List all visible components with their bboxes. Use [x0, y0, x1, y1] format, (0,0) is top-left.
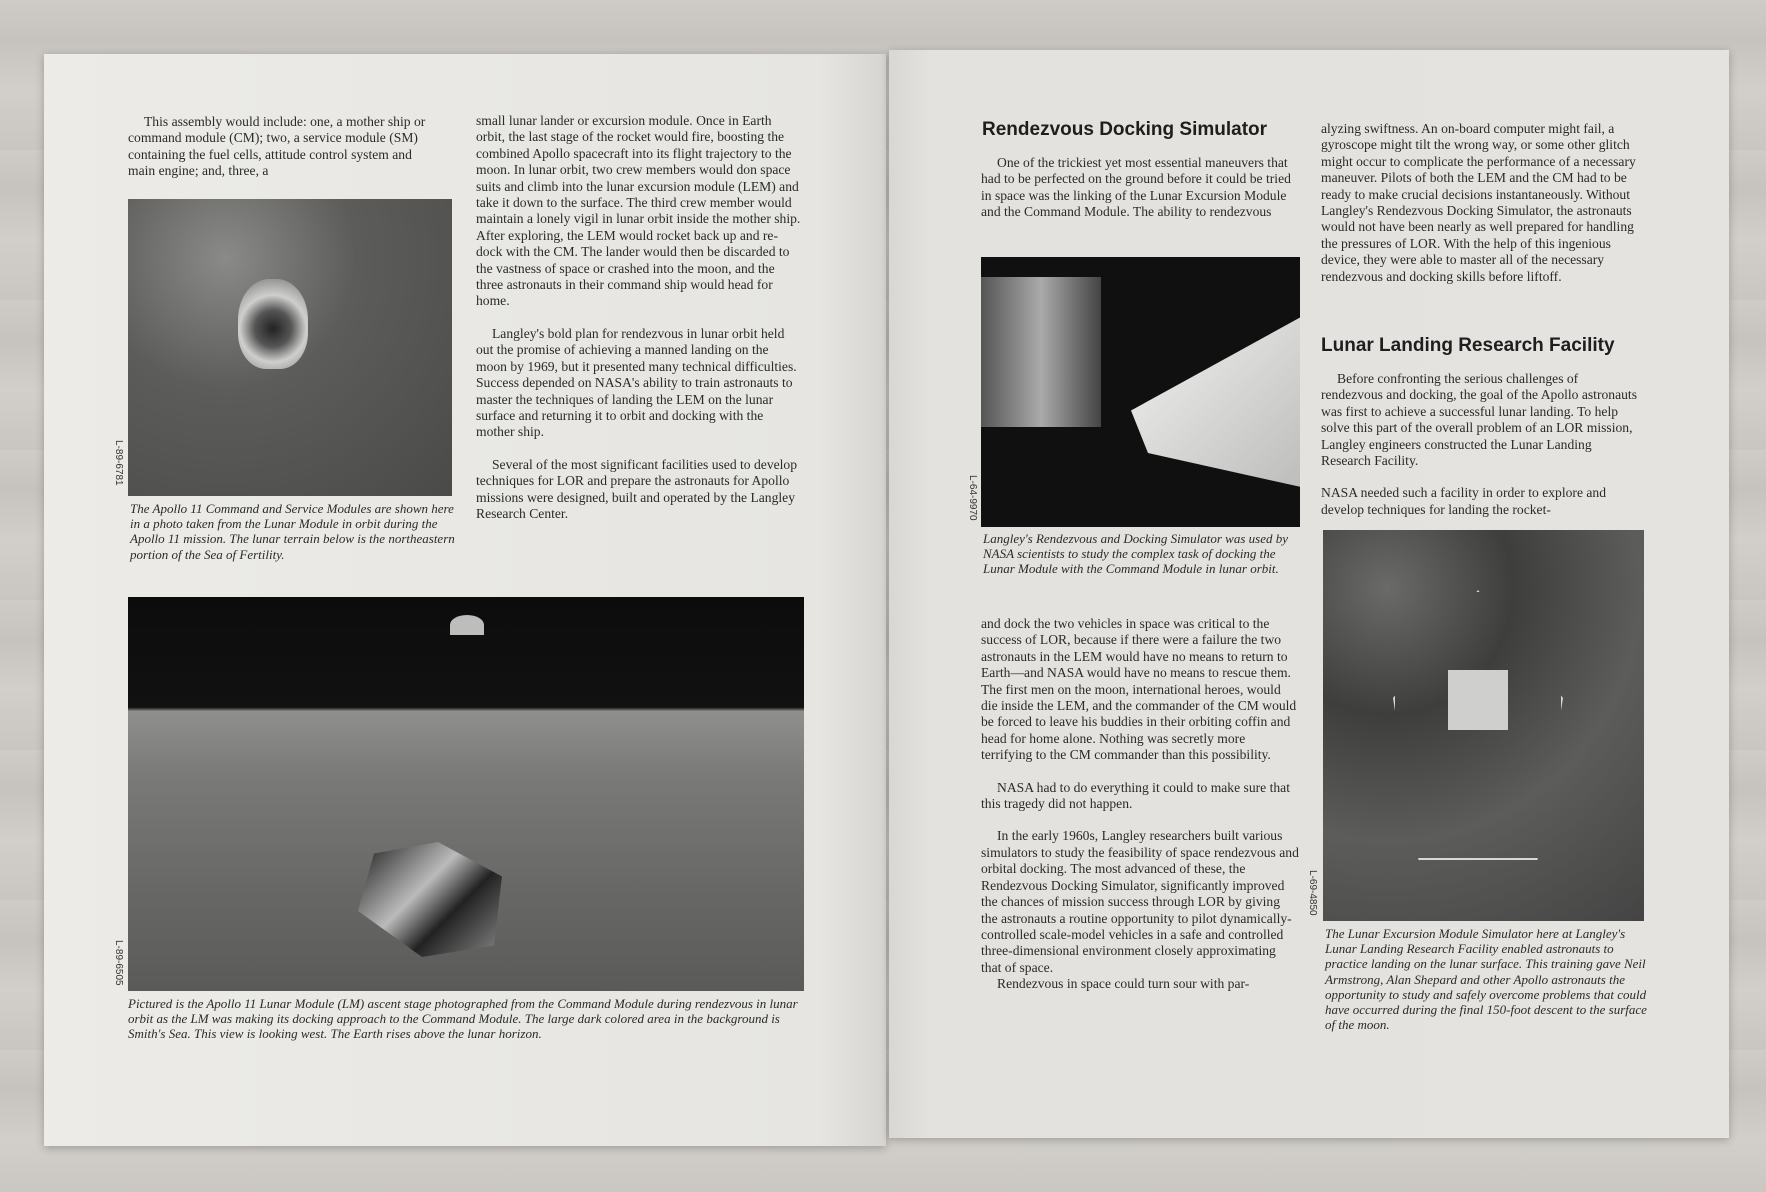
paragraph: One of the trickiest yet most essential maneuvers that had to be perfected on the ground before it could be tried in space was the linking of the Lunar Excursion Module and the Command Module. The ability to rendezvous: [981, 155, 1291, 220]
right-col2-top: [1321, 121, 1643, 285]
lunar-module-photo: [128, 597, 804, 991]
paragraph: small lunar lander or excursion module. Once in Earth orbit, the last stage of the rocket would fire, boosting the combined Apollo spacecraft into its flight trajectory to the moon. In lunar orbit, two crew members would don space suits and climb into the lunar excursion module (LEM) and take it down to the surface. The third crew member would maintain a lonely vigil in lunar orbit inside the mother ship. After exploring, the LEM would rocket back up and re-dock with the CM. The lander would then be discarded to the vastness of space or crashed into the moon, and the three astronauts in their command ship would head for home.: [476, 113, 801, 309]
lem-simulator-cabin-image: [1448, 670, 1508, 730]
right-col1: [981, 616, 1299, 993]
photo-id: L-89-6781: [113, 440, 124, 486]
paragraph: Rendezvous in space could turn sour with par-: [997, 976, 1250, 992]
left-col2: [476, 113, 802, 522]
command-module-image: [1131, 317, 1300, 487]
right-col1-intro: [981, 155, 1291, 221]
photo-id: L-64-9970: [967, 475, 978, 521]
paragraph: This assembly would include: one, a mother ship or command module (CM); two, a service module (SM) containing the fuel cells, attitude control system and main engine; and, three, a: [128, 114, 426, 179]
paragraph: In the early 1960s, Langley researchers built various simulators to study the feasibility of space rendezvous and orbital docking. The most advanced of these, the Rendezvous Docking Simulator, significantly improved the chances of mission success through LOR by giving the astronauts a routine opportunity to pilot dynamically-controlled scale-model vehicles in a safe and controlled three-dimensional environment closely approximating that of space.: [981, 828, 1299, 975]
photo-id: L-89-6505: [113, 940, 124, 986]
lem-simulator-photo: [1323, 530, 1644, 921]
paragraph: and dock the two vehicles in space was critical to the success of LOR, because if there were a failure the two astronauts in the LEM would have no means to return to Earth—and NASA would have no means to rescue them. The first men on the moon, international heroes, would die inside the LEM, and the commander of the CM would be forced to leave his buddies in their orbiting coffin and head for home alone. Nothing was secretly more terrifying to the CM commander than this possibility.: [981, 616, 1297, 763]
lunar-module-image: [358, 842, 518, 957]
photo1-caption: The Apollo 11 Command and Service Modules are shown here in a photo taken from the Lunar Module in orbit during the Apollo 11 mission. The lunar terrain below is the northeastern portion of the Sea of Fertility.: [130, 501, 455, 562]
spacecraft-image: [238, 279, 308, 369]
photo-id: L-69-4850: [1307, 870, 1318, 916]
left-col1-intro: [128, 114, 433, 180]
earth-image: [450, 615, 484, 635]
heading-lunar-landing-research-facility: Lunar Landing Research Facility: [1321, 335, 1615, 356]
lunar-module-model-image: [981, 277, 1101, 427]
docking-simulator-photo: [981, 257, 1300, 527]
right-col2-body: [1321, 371, 1643, 518]
paragraph: Before confronting the serious challenges of rendezvous and docking, the goal of the Apollo astronauts was first to achieve a successful lunar landing. To help solve this part of the overall problem of an LOR mission, Langley engineers constructed the Lunar Landing Research Facility.: [1321, 371, 1637, 469]
paragraph: NASA had to do everything it could to make sure that this tragedy did not happen.: [981, 779, 1290, 812]
paragraph: Langley's bold plan for rendezvous in lunar orbit held out the promise of achieving a manned landing on the moon by 1969, but it presented many technical difficulties. Success depended on NASA's ability to train astronauts to master the techniques of landing the LEM on the lunar surface and returning it to orbit and docking with the mother ship.: [476, 325, 797, 440]
photo3-caption: Langley's Rendezvous and Docking Simulator was used by NASA scientists to study the complex task of docking the Lunar Module with the Command Module in lunar orbit.: [983, 531, 1288, 577]
paragraph: alyzing swiftness. An on-board computer might fail, a gyroscope might tilt the wrong way, or some other glitch might occur to complicate the performance of a necessary maneuver. Pilots of both the LEM and the CM had to be ready to make crucial decisions instantaneously. Without Langley's Rendezvous Docking Simulator, the astronauts would not have been nearly as well prepared for handling the pressures of LOR. With the help of this ingenious device, they were able to master all of the necessary rendezvous and docking skills before liftoff.: [1321, 121, 1636, 284]
paragraph: NASA needed such a facility in order to explore and develop techniques for landing the rocket-: [1321, 485, 1607, 517]
heading-rendezvous-docking-simulator: Rendezvous Docking Simulator: [982, 119, 1268, 140]
csm-photo: [128, 199, 452, 496]
photo4-caption: The Lunar Excursion Module Simulator here at Langley's Lunar Landing Research Facility enabled astronauts to practice landing on the lunar surface. This training gave Neil Armstrong, Alan Shepard and other Apollo astronauts the opportunity to study and safely overcome problems that could have occurred during the final 150-foot descent to the surface of the moon.: [1325, 926, 1647, 1033]
paragraph: Several of the most significant facilities used to develop techniques for LOR and prepare the astronauts for Apollo missions were designed, built and operated by the Langley Research Center.: [476, 456, 798, 521]
photo2-caption: Pictured is the Apollo 11 Lunar Module (LM) ascent stage photographed from the Command Module during rendezvous in lunar orbit as the LM was making its docking approach to the Command Module. The large dark colored area in the background is Smith's Sea. This view is looking west. The Earth rises above the lunar horizon.: [128, 996, 798, 1042]
